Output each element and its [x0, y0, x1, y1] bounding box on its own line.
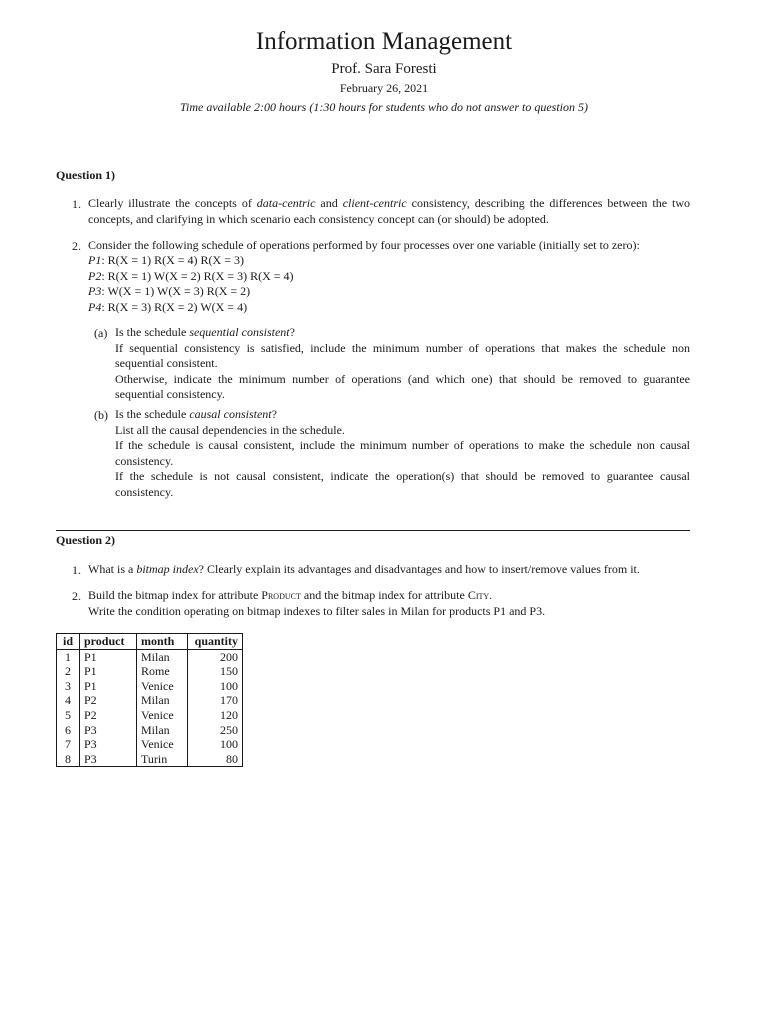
- table-header-row: [57, 634, 243, 650]
- col-header-month: month: [137, 634, 188, 650]
- exam-date: February 26, 2021: [339, 81, 429, 95]
- professor-name: Prof. Sara Foresti: [331, 61, 437, 77]
- cell-product: P1: [80, 664, 137, 679]
- cell-month: Milan: [137, 693, 188, 708]
- table-row: [57, 693, 243, 708]
- time-note: Time available 2:00 hours (1:30 hours for students who do not answer to question 5): [180, 100, 588, 114]
- cell-product: P1: [80, 679, 137, 694]
- schedule-line-p1: P1: R(X = 1) R(X = 4) R(X = 3): [88, 253, 244, 267]
- cell-month: Milan: [137, 723, 188, 738]
- q2-item2-line2: Write the condition operating on bitmap indexes to filter sales in Milan for products P1 and P3.: [88, 603, 546, 618]
- q2-item1-number: 1.: [72, 563, 81, 577]
- cell-id: 1: [57, 649, 80, 664]
- subitem-b-line1: List all the causal dependencies in the schedule.: [115, 422, 345, 437]
- schedule-line-p3: P3: W(X = 1) W(X = 3) R(X = 2): [88, 284, 251, 299]
- table-row: [57, 737, 243, 752]
- subitem-a-label: (a): [94, 326, 108, 340]
- q2-item1-text: What is a bitmap index? Clearly explain its advantages and disadvantages and how to insert/remove values from it.: [88, 562, 640, 576]
- col-header-id: id: [57, 634, 80, 650]
- cell-quantity: 200: [188, 649, 243, 664]
- table-row: [57, 664, 243, 679]
- question-2-heading: Question 2): [56, 533, 116, 547]
- subitem-b-line3: If the schedule is not causal consistent, indicate the operation(s) that should be removed to guarantee causal consistency.: [115, 469, 690, 499]
- cell-month: Turin: [137, 752, 188, 767]
- cell-quantity: 150: [188, 664, 243, 679]
- table-row: [57, 649, 243, 664]
- cell-month: Rome: [137, 664, 188, 679]
- cell-month: Venice: [137, 737, 188, 752]
- cell-id: 2: [57, 664, 80, 679]
- subitem-a-line1: If sequential consistency is satisfied, include the minimum number of operations that makes the schedule non sequential consistent.: [115, 340, 690, 371]
- col-header-quantity: quantity: [188, 634, 243, 650]
- cell-id: 4: [57, 693, 80, 708]
- subitem-a-line2: Otherwise, indicate the minimum number of operations (and which one) that should be removed to guarantee sequential consistency.: [115, 371, 690, 402]
- cell-quantity: 100: [188, 679, 243, 694]
- cell-product: P2: [80, 708, 137, 723]
- cell-month: Milan: [137, 649, 188, 664]
- cell-quantity: 80: [188, 752, 243, 767]
- subitem-b-question: Is the schedule causal consistent?: [115, 407, 277, 421]
- subitem-b-text: [115, 407, 690, 501]
- q1-item2-intro: Consider the following schedule of operations performed by four processes over one variable (initially set to zero):: [88, 238, 640, 252]
- cell-quantity: 100: [188, 737, 243, 752]
- table-row: [57, 679, 243, 694]
- cell-product: P3: [80, 723, 137, 738]
- cell-quantity: 120: [188, 708, 243, 723]
- subitem-b-label: (b): [94, 408, 108, 422]
- q1-item2-number: 2.: [72, 239, 81, 253]
- subitem-b-line2: If the schedule is causal consistent, include the minimum number of operations to make the schedule non causal consistency.: [115, 438, 690, 468]
- cell-month: Venice: [137, 679, 188, 694]
- subitem-a-question: Is the schedule sequential consistent?: [115, 325, 295, 339]
- cell-product: P1: [80, 649, 137, 664]
- cell-quantity: 250: [188, 723, 243, 738]
- question-1-heading: Question 1): [56, 168, 116, 182]
- document-title: Information Management: [255, 28, 513, 55]
- q2-item2-number: 2.: [72, 589, 81, 603]
- cell-quantity: 170: [188, 693, 243, 708]
- schedule-line-p2: P2: R(X = 1) W(X = 2) R(X = 3) R(X = 4): [88, 268, 294, 283]
- cell-product: P3: [80, 752, 137, 767]
- cell-month: Venice: [137, 708, 188, 723]
- cell-id: 6: [57, 723, 80, 738]
- cell-id: 5: [57, 708, 80, 723]
- sales-table: [56, 633, 243, 767]
- table-row: [57, 752, 243, 767]
- table-row: [57, 708, 243, 723]
- table-row: [57, 723, 243, 738]
- q2-item2-line1: Build the bitmap index for attribute Product and the bitmap index for attribute City.: [88, 588, 493, 602]
- cell-id: 3: [57, 679, 80, 694]
- cell-product: P2: [80, 693, 137, 708]
- q1-item1-text: Clearly illustrate the concepts of data-centric and client-centric consistency, describing the differences between the two concepts, and clarifying in which scenario each consistency concept can (or should) be adopted.: [88, 196, 691, 226]
- schedule-line-p4: P4: R(X = 3) R(X = 2) W(X = 4): [88, 299, 248, 314]
- cell-product: P3: [80, 737, 137, 752]
- schedule: [88, 253, 690, 315]
- q1-item1-number: 1.: [72, 197, 81, 211]
- cell-id: 7: [57, 737, 80, 752]
- section-divider: [56, 530, 690, 531]
- subitem-a-text: [115, 325, 690, 403]
- col-header-product: product: [80, 634, 137, 650]
- cell-id: 8: [57, 752, 80, 767]
- q2-item2-text: [88, 588, 690, 619]
